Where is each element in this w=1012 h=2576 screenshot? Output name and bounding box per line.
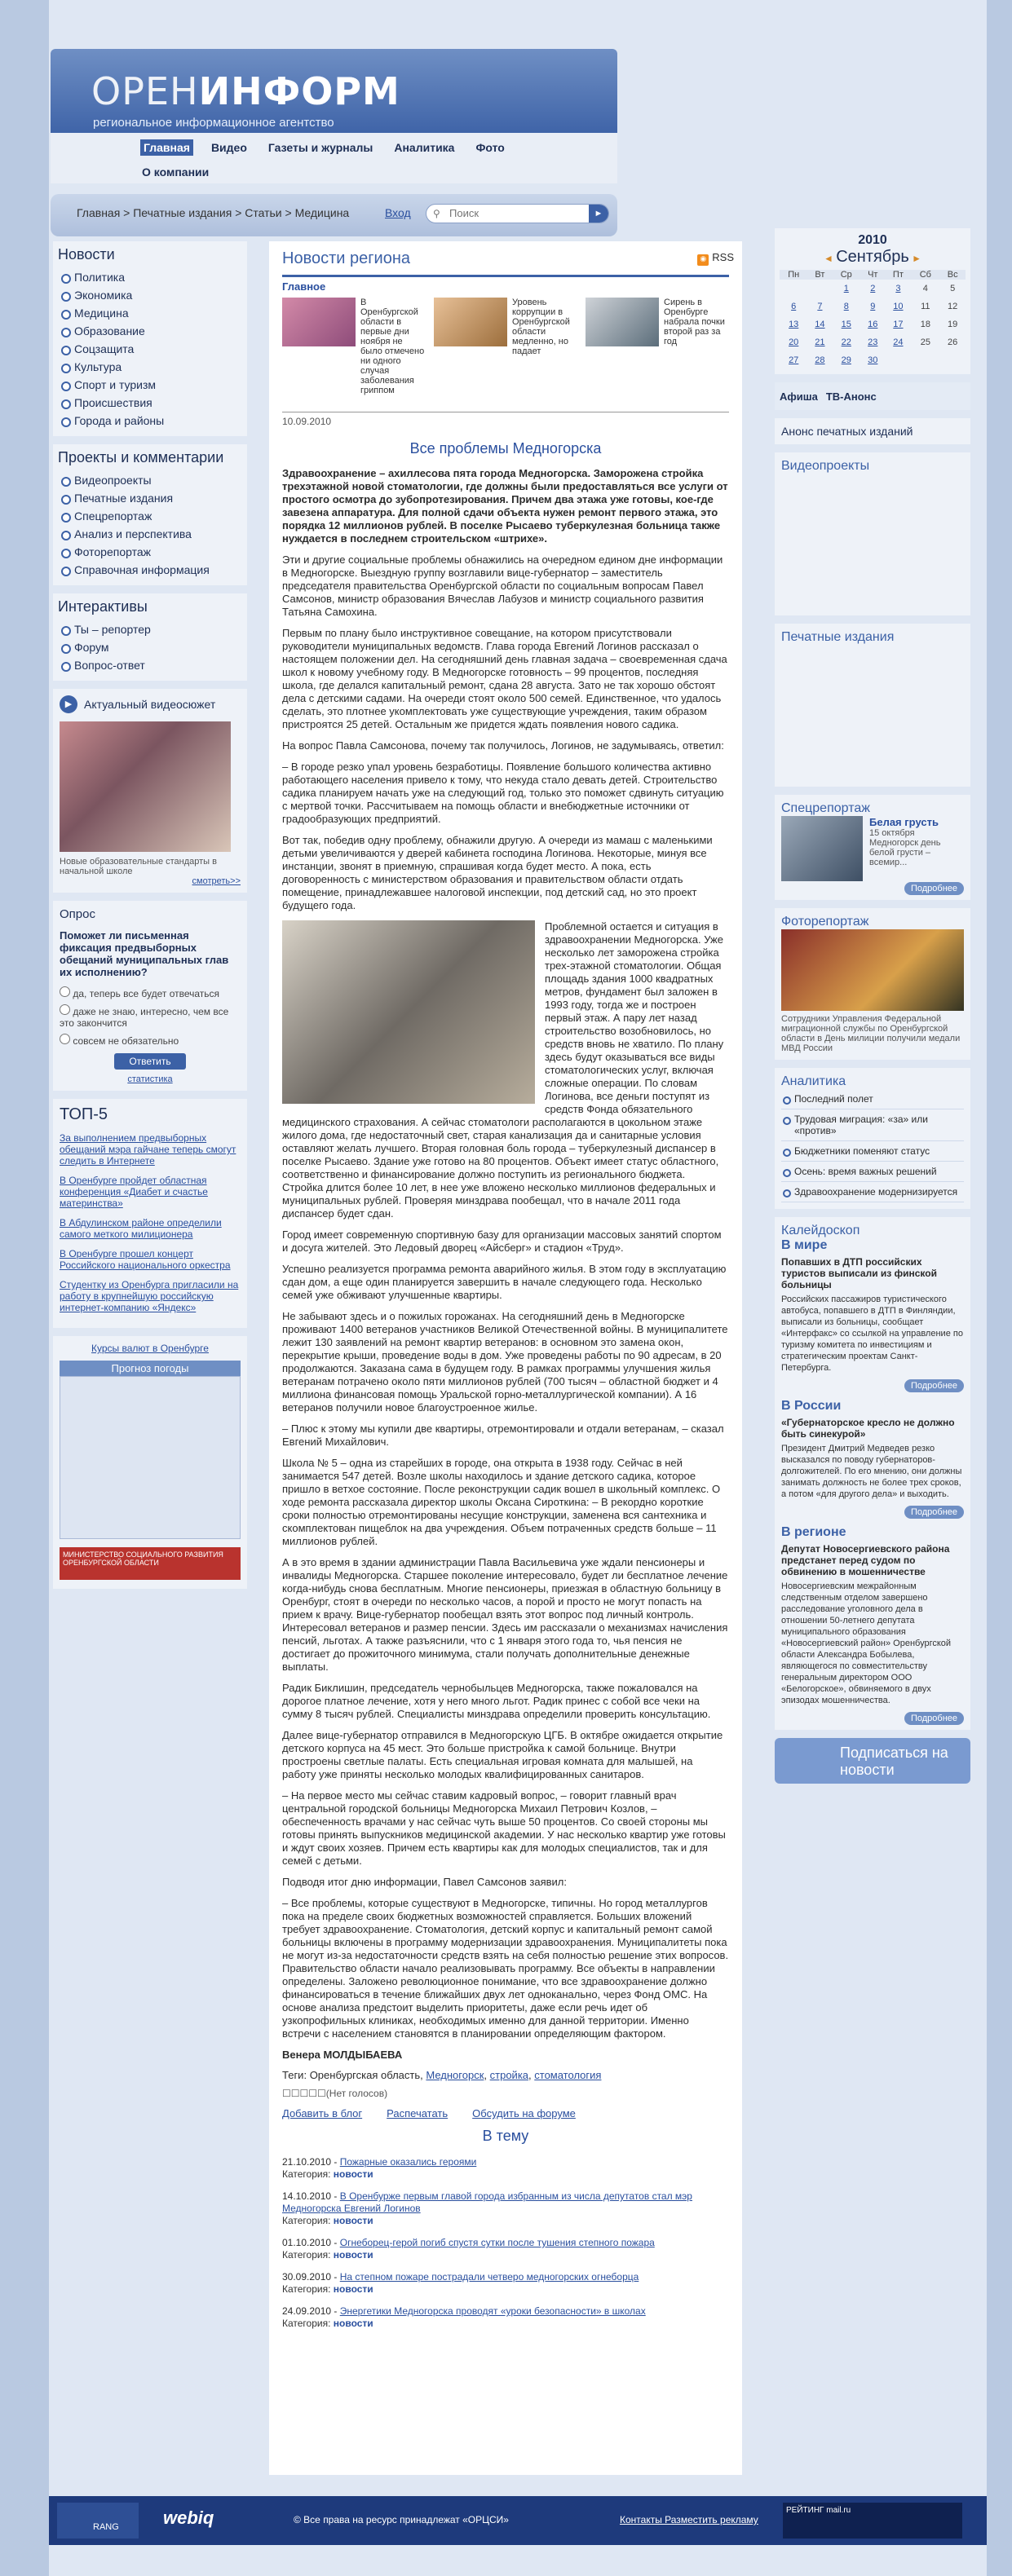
more-button[interactable]: Подробнее xyxy=(904,1379,964,1392)
weekday-label: Вт xyxy=(807,270,832,280)
news-menu-item[interactable]: Соцзащита xyxy=(58,340,242,358)
article-paragraph: А в это время в здании администрации Павла Васильевича уже ждали пенсионеры и инвалиды Медногорска. Старшее поколение интересовало, будет ли бесплатное лечение когда-нибудь снова бесплатным. Многие пенсионеры, приезжая в областную больницу в Оренбург, стоят в очереди по несколько часов, а порой и просто не могут попасть на прием к врачу. Вице-губернатор пообещал взять этот вопрос под личный контроль. Интересовал ветеранов и размер пенсии. Здесь им рассказали о механизмах начисления пенсий, льготах. А также разъяснили, что с 1 января этого года то, чья пенсия не достигает до прожиточного минимума, стали получать дополнительные денежные выплаты. xyxy=(282,1556,728,1673)
play-icon: ▶ xyxy=(60,695,77,713)
projects-menu-item[interactable]: Печатные издания xyxy=(58,489,242,507)
poll-option[interactable] xyxy=(60,1004,241,1029)
calendar-month xyxy=(780,248,966,267)
teaser-item[interactable] xyxy=(434,298,577,412)
rss-icon: ◉ xyxy=(697,254,709,266)
calendar-day[interactable]: 24 xyxy=(893,337,904,347)
photo-report-title: Фоторепортаж xyxy=(781,915,869,929)
calendar-day[interactable]: 16 xyxy=(868,320,878,329)
search-icon: ⚲ xyxy=(433,208,440,219)
related-link[interactable]: Огнеборец-герой погиб спустя сутки после тушения степного пожара xyxy=(339,2237,655,2248)
weekday-label: Ср xyxy=(832,270,860,280)
tag-link[interactable]: стоматология xyxy=(534,2069,602,2081)
region-text: Новосергиевским межрайонным следственным отделом завершено расследование уголовного дела в отношении 50-летнего депутата муниципального образования «Новосергиевский район» Оренбургской области Александра Бобылева, являющегося по совместительству генеральным директором ООО «Белогорское», обвиняемого в двух эпизодах мошенничества. xyxy=(781,1581,952,1705)
poll-option-label: совсем не обязательно xyxy=(73,1035,179,1047)
related-list xyxy=(282,2156,729,2330)
calendar-day[interactable]: 5 xyxy=(950,284,956,293)
calendar-day[interactable]: 15 xyxy=(841,320,851,329)
article-paragraph: Подводя итог дню информации, Павел Самсонов заявил: xyxy=(282,1876,567,1888)
search-box xyxy=(426,204,609,223)
calendar-day[interactable]: 25 xyxy=(920,337,930,347)
afisha-bar xyxy=(775,382,970,410)
teaser-image xyxy=(586,298,659,346)
related-item xyxy=(282,2237,729,2261)
rates-link[interactable]: Курсы валют в Оренбурге xyxy=(91,1343,209,1354)
news-menu-item[interactable]: Города и районы xyxy=(58,412,242,430)
analytics-title: Аналитика xyxy=(781,1074,846,1088)
article-paragraph: На вопрос Павла Самсонова, почему так получилось, Логинов, не задумываясь, ответил: xyxy=(282,739,724,752)
poll-option-label: да, теперь все будет отвечаться xyxy=(73,988,220,999)
projects-menu-title: Проекты и комментарии xyxy=(58,449,224,465)
top5-link[interactable]: В Оренбурге прошел концерт Российского национального оркестра xyxy=(60,1248,231,1271)
poll-stats-link[interactable]: статистика xyxy=(127,1074,173,1084)
tag-link[interactable]: Медногорск xyxy=(426,2069,484,2081)
article-paragraph: – Плюс к этому мы купили две квартиры, отремонтировали и отдали ветеранам, – сказал Евгений Михайлович. xyxy=(282,1423,724,1448)
special-report-block xyxy=(775,795,970,900)
teaser-text: Сирень в Оренбурге набрала почки второй раз за год xyxy=(664,298,725,346)
more-button[interactable]: Подробнее xyxy=(904,1712,964,1725)
logo-part-1: ОРЕН xyxy=(91,69,199,113)
calendar-year: 2010 xyxy=(858,233,887,247)
weather-title: Прогноз погоды xyxy=(60,1361,241,1376)
poll-radio[interactable] xyxy=(60,1004,70,1015)
tab-main[interactable]: Главное xyxy=(282,275,729,293)
article-paragraph: Эти и другие социальные проблемы обнажились на очередном едином дне информации в Медногорске. Выездную группу возглавили вице-губернатор – заместитель председателя правительства Оренбургской области по социальным вопросам Павел Самсонов, министр образования Вячеслав Лабузов и министр социального развития Татьяна Самохина. xyxy=(282,554,723,618)
article-date: 10.09.2010 xyxy=(282,412,729,427)
related-item xyxy=(282,2156,729,2181)
calendar-day[interactable]: 14 xyxy=(815,320,825,329)
video-projects-title: Видеопроекты xyxy=(781,459,870,473)
world-text: Российских пассажиров туристического автобуса, попавшего в ДТП в Финляндии, выписали из больницы, сообщает «Интерфакс» со ссылкой на управление по туризму комитета по инвестициям и стратегическим проектам Санкт-Петербурга. xyxy=(781,1295,963,1373)
photo-report-image[interactable] xyxy=(781,929,964,1011)
top5-title: ТОП-5 xyxy=(60,1105,108,1123)
category-value[interactable]: новости xyxy=(333,2168,373,2180)
interactive-menu-item[interactable]: Форум xyxy=(58,638,242,656)
right-column xyxy=(775,228,970,1784)
news-menu-title: Новости xyxy=(58,246,115,262)
analytics-item[interactable]: Осень: время важных решений xyxy=(781,1162,964,1182)
poll-widget xyxy=(53,901,247,1091)
analytics-item[interactable]: Бюджетники поменяют статус xyxy=(781,1141,964,1162)
article-lead: Здравоохранение – ахиллесова пята города Медногорска. Заморожена стройка трехэтажной новой стоматологии, где должны были предоставляться все услуги от простого осмотра до зубопротезирования. Причем два этажа уже готовы, кое-где завезена аппаратура. Для полной сдачи объекта нужен ремонт первого этажа, это порядка 12 миллионов рублей. В поселке Рысаево туберкулезная больница также нуждается в последнем строительском «штрихе». xyxy=(282,467,728,545)
video-widget xyxy=(53,689,247,893)
poll-radio[interactable] xyxy=(60,986,70,997)
poll-submit-button[interactable]: Ответить xyxy=(114,1053,185,1070)
category-value[interactable]: новости xyxy=(333,2318,373,2329)
related-link[interactable]: Энергетики Медногорска проводят «уроки безопасности» в школах xyxy=(339,2305,646,2317)
more-button[interactable]: Подробнее xyxy=(904,882,964,895)
article-tags: Теги: Оренбургская область, Медногорск, стройка, стоматология xyxy=(282,2069,602,2081)
related-date: 30.09.2010 - xyxy=(282,2271,338,2283)
weekday-label: Пн xyxy=(780,270,807,280)
calendar-day[interactable]: 7 xyxy=(817,302,823,311)
category-value[interactable]: новости xyxy=(333,2283,373,2295)
calendar-day xyxy=(939,351,966,369)
ministry-banner[interactable]: МИНИСТЕРСТВО СОЦИАЛЬНОГО РАЗВИТИЯ ОРЕНБУРГСКОЙ ОБЛАСТИ xyxy=(60,1547,241,1580)
top5-link[interactable]: За выполнением предвыборных обещаний мэра гайчане теперь смогут следить в Интернете xyxy=(60,1132,236,1167)
article-paragraph: Город имеет современную спортивную базу для организации массовых занятий спортом и досуга жителей. Это Ледовый дворец «Айсберг» и стадион «Труд». xyxy=(282,1228,722,1254)
rang-logo[interactable]: RANG xyxy=(57,2503,139,2539)
related-item xyxy=(282,2190,729,2227)
related-date: 21.10.2010 - xyxy=(282,2156,338,2168)
calendar-day xyxy=(885,351,911,369)
video-widget-title: Актуальный видеосюжет xyxy=(84,698,216,711)
calendar-day[interactable]: 26 xyxy=(948,337,958,347)
news-menu-item[interactable]: Спорт и туризм xyxy=(58,376,242,394)
teaser-image xyxy=(282,298,356,346)
calendar-day[interactable]: 21 xyxy=(815,337,825,347)
interactive-menu-title: Интерактивы xyxy=(58,598,148,615)
projects-menu-item[interactable]: Спецрепортаж xyxy=(58,507,242,525)
weekday-label: Вс xyxy=(939,270,966,280)
projects-menu-item[interactable]: Справочная информация xyxy=(58,561,242,579)
kaleidoscope-title: Калейдоскоп xyxy=(781,1224,860,1237)
world-title: В мире xyxy=(781,1238,828,1252)
calendar-day xyxy=(807,280,832,298)
russia-headline[interactable]: «Губернаторское кресло не должно быть синекурой» xyxy=(781,1417,955,1440)
teaser-item[interactable] xyxy=(282,298,426,412)
projects-menu-item[interactable]: Фоторепортаж xyxy=(58,543,242,561)
article-paragraph: Не забывают здесь и о пожилых горожанах. На сегодняшний день в Медногорске проживают 1400 ветеранов участников Великой Отечественной войны. В муниципалитете лежит 130 заявлений на ремонт квартир ветеранов: в основном это замена окон, перекрытие крыши, проведение воды в дом. Уже проведены работы по 90 адресам, в 20 продолжаются. Заказана сама в будущем году. В рамках программы улучшения жилья ветеранам потрачено около пяти миллионов рублей (700 тысяч – областной бюджет и 4 миллиона финансовая помощь Уральской горно-металлургической компании). А 16 ветеранов получили новое благоустроенное жилье. xyxy=(282,1310,728,1414)
calendar-day[interactable]: 10 xyxy=(893,302,904,311)
special-report-headline[interactable]: Белая грусть xyxy=(869,816,939,828)
weather-body xyxy=(60,1376,241,1539)
interactive-menu-item[interactable]: Ты – репортер xyxy=(58,620,242,638)
calendar-day[interactable]: 22 xyxy=(841,337,851,347)
discuss-button[interactable]: Обсудить на форуме xyxy=(472,2107,576,2119)
copyright: © Все права на ресурс принадлежат «ОРЦСИ» xyxy=(294,2514,509,2525)
prev-month-icon[interactable]: ◄ xyxy=(823,253,837,264)
article-paragraph: – На первое место мы сейчас ставим кадровый вопрос, – говорит главный врач центральной городской больницы Медногорска Михаил Петрович Козлов, – обеспеченность врачами у нас сейчас чуть выше 50 процентов. Со своей стороны мы готовы принять выпускников медицинской академии. У нас несколько квартир уже готовы и ждут своих хозяев. Причем есть квартиры как для молодых специалистов, так и для семей с детьми. xyxy=(282,1789,726,1867)
print-button[interactable]: Распечатать xyxy=(387,2107,449,2119)
related-date: 01.10.2010 - xyxy=(282,2237,338,2248)
analytics-item[interactable]: Последний полет xyxy=(781,1089,964,1109)
calendar-day[interactable]: 1 xyxy=(843,284,849,293)
subscribe-button[interactable]: Подписаться на новости xyxy=(775,1738,970,1784)
main-nav xyxy=(51,133,617,183)
article-rating[interactable]: ☐☐☐☐☐(Нет голосов) xyxy=(282,2088,388,2099)
more-button[interactable]: Подробнее xyxy=(904,1506,964,1519)
category-label: Категория: xyxy=(282,2249,331,2261)
nav-item-papers[interactable]: Газеты и журналы xyxy=(267,141,373,154)
calendar-day[interactable]: 20 xyxy=(789,337,799,347)
interactive-menu xyxy=(53,593,247,681)
poll-question: Поможет ли письменная фиксация предвыборных обещаний муниципальных глав их исполнению? xyxy=(60,929,229,978)
region-title: В регионе xyxy=(781,1525,846,1539)
poll-radio[interactable] xyxy=(60,1034,70,1044)
weekday-label: Чт xyxy=(860,270,885,280)
related-title: В тему xyxy=(482,2128,529,2144)
world-headline[interactable]: Попавших в ДТП российских туристов выписали из финской больницы xyxy=(781,1256,937,1290)
nav-item-photo[interactable]: Фото xyxy=(475,141,505,154)
tag-link[interactable]: стройка xyxy=(489,2069,529,2081)
main-content xyxy=(269,241,742,2475)
rss-label: RSS xyxy=(712,251,734,263)
poll-option-label: даже не знаю, интересно, чем все это закончится xyxy=(60,1006,229,1029)
projects-menu-item[interactable]: Видеопроекты xyxy=(58,471,242,489)
interactive-menu-item[interactable]: Вопрос-ответ xyxy=(58,656,242,674)
article-paragraph: Проблемной остается и ситуация в здравоохранении Медногорска. Уже несколько лет заморожена стройка трех-этажной стоматологии. Общая площадь здания 1000 квадратных метров, фундамент был заложен в 1993 году, тогда же и построен первый этаж. А пару лет назад строительство возобновилось, но средств вновь не хватило. По плану здесь будут оказываться все виды стоматологических услуг, включая сложные операции. По словам Логинова, все деньги поступят из средств Фонда обязательного медицинского страхования. А сейчас стоматологи располагаются в цокольном этаже жилого дома, где недостаточный свет, старая канализация да и санитарные условия оставляют желать лучшего. Вторая головная боль города – туберкулезный диспансер в поселке Рысаево. Здание уже готово на 80 процентов. Объект имеет статус областного, соответственно и финансирование должно поступить из регионального бюджета. Стройка длится более 10 лет, в нее уже вложено несколько миллионов федеральных и муниципальных рублей. Проверяя минздрава пообещал, что в начале 2011 года диспансер будет сдан. xyxy=(282,920,724,1220)
calendar xyxy=(775,228,970,374)
top5-link[interactable]: Студентку из Оренбурга пригласили на работу в крупнейшую российскую интернет-компанию «Яндекс» xyxy=(60,1279,239,1313)
photo-report-text: Сотрудники Управления Федеральной миграционной службы по Оренбургской области в День милиции получили медали МВД России xyxy=(781,1014,961,1053)
tag-plain: Оренбургская область, xyxy=(309,2069,423,2081)
category-value[interactable]: новости xyxy=(333,2249,373,2261)
region-headline[interactable]: Депутат Новосергиевского района предстанет перед судом по обвинению в мошенничестве xyxy=(781,1543,950,1577)
logo-part-2: ИНФОРМ xyxy=(198,69,400,113)
video-more-link[interactable]: смотреть>> xyxy=(192,876,241,886)
special-report-text: 15 октября Медногорск день белой грусти – всемир... xyxy=(869,828,941,867)
calendar-day xyxy=(780,280,807,298)
teaser-text: В Оренбургской области в первые дни ноября не было отмечено ни одного случая заболевания гриппом xyxy=(360,298,425,395)
article-author: Венера МОЛДЫБАЕВА xyxy=(282,2049,403,2061)
afisha-link[interactable]: Афиша xyxy=(780,390,818,403)
calendar-day[interactable]: 9 xyxy=(870,302,876,311)
calendar-day[interactable]: 12 xyxy=(948,302,958,311)
special-report-image[interactable] xyxy=(781,816,863,881)
calendar-grid xyxy=(780,270,966,369)
weekday-label: Сб xyxy=(911,270,939,280)
article-paragraph: – В городе резко упал уровень безработицы. Появление большого количества активно работающего населения привело к тому, что некуда стало девать детей. Строительство садика планируем начать уже на следующий год, только это поможет сдвинуть ситуацию с мертвой точки. Рассчитываем на помощь области и внебюджетные источники от градообразующих предприятий. xyxy=(282,761,724,825)
rates-weather-widget xyxy=(53,1336,247,1589)
russia-title: В России xyxy=(781,1399,842,1413)
related-link[interactable]: В Оренбурже первым главой города избранным из числа депутатов стал мэр Медногорска Евгений Логинов xyxy=(282,2190,692,2214)
russia-text: Президент Дмитрий Медведев резко высказался по поводу губернаторов-долгожителей. По его мнению, они должны занимать должность не более трех сроков, а потом «для другого дела» и выходить. xyxy=(781,1444,962,1499)
print-announce-label: Анонс печатных изданий xyxy=(781,425,913,438)
calendar-day[interactable]: 3 xyxy=(895,284,901,293)
tags-label: Теги: xyxy=(282,2069,307,2081)
related-item xyxy=(282,2271,729,2296)
news-menu-item[interactable]: Политика xyxy=(58,268,242,286)
left-column xyxy=(53,241,247,1589)
webiq-logo[interactable]: webiq xyxy=(163,2508,214,2528)
article-paragraph: Далее вице-губернатор отправился в Медногорскую ЦГБ. В октябре ожидается открытие детского корпуса на 45 мест. Это больше пристройка к самой больнице. Внутри простроены светлые палаты. Есть специальная игровая комната для малышей, на работу уже приняты несколько молодых квалифицированных санитаров. xyxy=(282,1729,723,1780)
news-menu xyxy=(53,241,247,436)
add-to-blog-button[interactable]: Добавить в блог xyxy=(282,2107,363,2119)
projects-menu xyxy=(53,444,247,585)
category-label: Категория: xyxy=(282,2168,331,2180)
projects-menu-item[interactable]: Анализ и перспектива xyxy=(58,525,242,543)
section-title: Новости региона xyxy=(282,249,410,267)
print-announce[interactable] xyxy=(775,418,970,444)
breadcrumb[interactable]: Главная > Печатные издания > Статьи > Медицина xyxy=(77,206,350,219)
calendar-month-label: Сентябрь xyxy=(836,248,909,266)
poll-option[interactable] xyxy=(60,1034,241,1047)
calendar-day[interactable]: 6 xyxy=(791,302,797,311)
category-label: Категория: xyxy=(282,2283,331,2295)
related-link[interactable]: Пожарные оказались героями xyxy=(339,2156,477,2168)
calendar-day[interactable]: 29 xyxy=(841,355,851,365)
nav-item-about[interactable]: О компании xyxy=(142,165,210,179)
article-photo xyxy=(282,920,535,1104)
special-report-title: Спецрепортаж xyxy=(781,801,870,815)
article-paragraph: – Все проблемы, которые существуют в Медногорске, типичны. Но город металлургов пока на пределе своих бюджетных возможностей справляется. Больших вложений требует здравоохранение. Стоматология, детский корпус и капитальный ремонт самой больницы включены в программу модернизации здравоохранения. Муниципалитеты пока не могут из-за недостаточности средств взять на себя полностью решение этих вопросов. Правительство области начало реализовывать программу. Все объекты в направлении определены. Заложено революционное понимание, что все здравоохранение должно финансироваться в течение ближайших двух лет одноканально, через Фонд ОМС. На основе анализа предстоит выделить приоритеты, даже если речь идет об узкопрофильных клиниках, необходимых именно для данной территории. Именно встречи с населением становятся в планировании определяющим фактором. xyxy=(282,1897,729,2040)
poll-option[interactable] xyxy=(60,986,241,999)
related-item xyxy=(282,2305,729,2330)
news-menu-item[interactable]: Экономика xyxy=(58,286,242,304)
article-paragraph: Школа № 5 – одна из старейших в городе, она открыта в 1938 году. Сейчас в ней занимается 547 детей. Возле школы находилось и здание детского садика, которое пришло в ветхое состояние. После реконструкции садик вошел в школьный комплекс. О ходе ремонта рассказала директор школы Оксана Сироткина: – В рекордно короткие сроки полностью отремонтированы несущие конструкции, заменена вся сантехника и скомплектован пищеблок на два учреждения. Объем потраченных средств больше – 11 миллионов рублей. xyxy=(282,1457,721,1547)
print-editions-title: Печатные издания xyxy=(781,630,895,644)
kaleidoscope-block xyxy=(775,1217,970,1730)
calendar-day[interactable]: 2 xyxy=(870,284,876,293)
rss-link[interactable] xyxy=(697,251,734,266)
print-editions-block xyxy=(775,624,970,787)
calendar-day[interactable]: 27 xyxy=(789,355,799,365)
teaser-image xyxy=(434,298,507,346)
tv-anons-link[interactable]: ТВ-Анонс xyxy=(825,390,877,403)
photo-report-block xyxy=(775,908,970,1060)
calendar-day[interactable]: 13 xyxy=(789,320,799,329)
next-month-icon[interactable]: ► xyxy=(908,253,922,264)
calendar-day[interactable]: 8 xyxy=(843,302,849,311)
article-actions xyxy=(282,2107,729,2119)
weekday-label: Пт xyxy=(885,270,911,280)
calendar-day xyxy=(911,351,939,369)
category-label: Категория: xyxy=(282,2318,331,2329)
analytics-item[interactable]: Здравоохранение модернизируется xyxy=(781,1182,964,1202)
calendar-day[interactable]: 19 xyxy=(948,320,958,329)
related-link[interactable]: На степном пожаре пострадали четверо медногорских огнеборца xyxy=(339,2271,639,2283)
related-date: 24.09.2010 - xyxy=(282,2305,338,2317)
news-menu-item[interactable]: Культура xyxy=(58,358,242,376)
teaser-text: Уровень коррупции в Оренбургской области медленно, но падает xyxy=(512,298,570,356)
analytics-item[interactable]: Трудовая миграция: «за» или «против» xyxy=(781,1109,964,1141)
article-paragraph: Успешно реализуется программа ремонта аварийного жилья. В этом году в эксплуатацию сдан дом, а еще один планируется завершить в начале следующего года. Несколько семей уже обживают улучшенные квартиры. xyxy=(282,1263,727,1301)
top5-link[interactable]: В Оренбурге пройдет областная конференция «Диабет и счастье материнства» xyxy=(60,1175,208,1209)
footer-links[interactable]: Контакты Разместить рекламу xyxy=(620,2514,758,2525)
site-logo[interactable] xyxy=(91,69,400,113)
top5-widget xyxy=(53,1099,247,1328)
article-paragraph: Вот так, победив одну проблему, обнажили другую. А очереди из мамаш с маленькими детьми увеличиваются у дверей кабинета господина Логинова. Некоторые, минуя все инстанции, звонят в приемную, спрашивая когда будет место. А пока, есть договоренность с министерством образования и правительством области отдать помещение, принадлежавшее налоговой инспекции, под детский сад, но это проект будущего года. xyxy=(282,834,713,911)
news-menu-item[interactable]: Образование xyxy=(58,322,242,340)
news-menu-item[interactable]: Происшествия xyxy=(58,394,242,412)
tagline: региональное информационное агентство xyxy=(93,116,334,130)
breadcrumb-bar xyxy=(51,194,617,236)
calendar-day[interactable]: 4 xyxy=(922,284,928,293)
article-paragraph: Радик Биклишин, председатель чернобыльцев Медногорска, также пожаловался на дорогое платное лечение, хотя у него много льгот. Радик принес с собой все чеки на сумму 8 тысяч рублей. Специалисты минздрава определили проверить консультацию. xyxy=(282,1682,711,1720)
category-label: Категория: xyxy=(282,2215,331,2226)
nav-item-analytics[interactable]: Аналитика xyxy=(394,141,455,154)
calendar-day[interactable]: 18 xyxy=(920,320,930,329)
calendar-day[interactable]: 30 xyxy=(868,355,878,365)
footer xyxy=(49,2496,987,2545)
top5-link[interactable]: В Абдулинском районе определили самого меткого милиционера xyxy=(60,1217,222,1240)
analytics-block xyxy=(775,1068,970,1209)
nav-item-home[interactable]: Главная xyxy=(140,139,193,156)
calendar-day[interactable]: 28 xyxy=(815,355,825,365)
related-date: 14.10.2010 - xyxy=(282,2190,338,2202)
calendar-day[interactable]: 11 xyxy=(921,302,930,311)
video-thumbnail[interactable] xyxy=(60,721,231,852)
news-menu-item[interactable]: Медицина xyxy=(58,304,242,322)
teaser-item[interactable] xyxy=(586,298,729,412)
counter-badges[interactable]: РЕЙТИНГ mail.ru xyxy=(783,2503,962,2539)
search-submit-button[interactable]: ► xyxy=(589,205,608,223)
video-caption: Новые образовательные стандарты в начальной школе xyxy=(60,857,217,876)
login-link[interactable]: Вход xyxy=(385,206,411,219)
calendar-day[interactable]: 17 xyxy=(893,320,904,329)
video-projects-block xyxy=(775,452,970,615)
poll-title: Опрос xyxy=(60,907,95,921)
article-paragraph: Первым по плану было инструктивное совещание, на котором присутствовали руководители муниципальных ведомств. Глава города Евгений Логинов рассказал о настоящем положении дел. На сегодняшний день главная задача – своевременная сдача школ к новому учебному году. В Медногорске готовность – 99 процентов, последняя школа, где делался капитальный ремонт, сдана 28 августа. Зато не так хорошо обстоят дела с детскими садами. На очереди стоят около 500 семей. Единственное, что удалось сделать, это плотнее укомплектовать уже существующие учреждения, таким образом пристроятся 25 детей. Остальным же придется ждать появления нового садика. xyxy=(282,627,727,730)
article-title: Все проблемы Медногорска xyxy=(409,440,602,457)
teaser-list xyxy=(282,298,729,412)
nav-item-video[interactable]: Видео xyxy=(210,141,247,154)
search-input[interactable] xyxy=(449,207,580,219)
calendar-day[interactable]: 23 xyxy=(868,337,878,347)
category-value[interactable]: новости xyxy=(333,2215,373,2226)
header xyxy=(51,49,617,139)
